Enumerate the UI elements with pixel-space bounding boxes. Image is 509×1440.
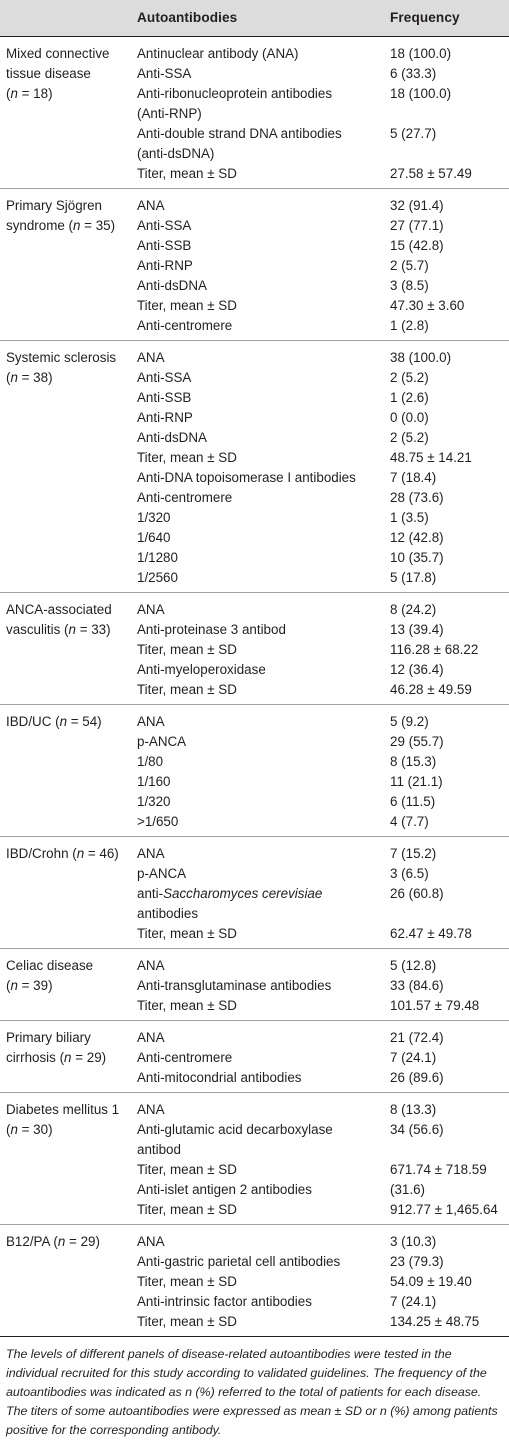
frequency-cell: 671.74 ± 718.59 xyxy=(390,1162,487,1177)
disease-group xyxy=(0,1021,509,1093)
table-row xyxy=(0,732,509,752)
autoantibody-cell: Anti-centromere xyxy=(137,490,233,505)
frequency-cell: 48.75 ± 14.21 xyxy=(390,450,472,465)
table-row xyxy=(0,1272,509,1292)
table-row xyxy=(0,276,509,296)
autoantibody-cell: 1/1280 xyxy=(137,550,178,565)
table-row xyxy=(0,104,509,124)
frequency-cell xyxy=(390,1140,509,1160)
autoantibody-cell: Anti-glutamic acid decarboxylase xyxy=(137,1122,333,1137)
header-autoantibodies: Autoantibodies xyxy=(137,10,238,25)
frequency-cell: 62.47 ± 49.78 xyxy=(390,926,472,941)
table-row xyxy=(0,640,509,660)
frequency-cell: (31.6) xyxy=(390,1182,425,1197)
frequency-cell: 29 (55.7) xyxy=(390,734,444,749)
disease-name-line: Diabetes mellitus 1 xyxy=(6,1102,120,1117)
autoantibody-cell: Anti-centromere xyxy=(137,1050,233,1065)
table-row xyxy=(0,1180,509,1200)
disease-name xyxy=(6,1232,132,1252)
frequency-cell: 5 (9.2) xyxy=(390,714,429,729)
table-row xyxy=(0,1252,509,1272)
table-row xyxy=(0,388,509,408)
frequency-cell: 11 (21.1) xyxy=(390,774,443,789)
autoantibody-cell: Titer, mean ± SD xyxy=(137,166,237,181)
table-row xyxy=(0,1312,509,1332)
disease-name-line: Systemic sclerosis xyxy=(6,350,117,365)
autoantibody-cell: Titer, mean ± SD xyxy=(137,1314,237,1329)
frequency-cell: 5 (17.8) xyxy=(390,570,437,585)
frequency-cell: 12 (42.8) xyxy=(390,530,444,545)
frequency-cell: 3 (10.3) xyxy=(390,1234,437,1249)
autoantibody-cell: Anti-RNP xyxy=(137,410,193,425)
table-row xyxy=(0,864,509,884)
frequency-cell: 28 (73.6) xyxy=(390,490,444,505)
autoantibody-cell: ANA xyxy=(137,1234,165,1249)
frequency-cell: 7 (24.1) xyxy=(390,1294,437,1309)
disease-name xyxy=(6,1100,132,1140)
frequency-cell: 7 (24.1) xyxy=(390,1050,437,1065)
frequency-cell: 10 (35.7) xyxy=(390,550,444,565)
autoantibody-cell: 1/640 xyxy=(137,530,171,545)
disease-group xyxy=(0,705,509,837)
frequency-cell: 23 (79.3) xyxy=(390,1254,444,1269)
disease-name-line: tissue disease xyxy=(6,66,91,81)
autoantibody-cell: ANA xyxy=(137,602,165,617)
table-row xyxy=(0,164,509,184)
disease-name-line: ANCA-associated xyxy=(6,602,112,617)
autoantibody-cell: Titer, mean ± SD xyxy=(137,1274,237,1289)
disease-name-line: IBD/UC (n = 54) xyxy=(6,714,102,729)
table-row xyxy=(0,996,509,1016)
frequency-cell: 0 (0.0) xyxy=(390,410,429,425)
table-header xyxy=(0,0,509,37)
autoantibody-cell: Anti-SSB xyxy=(137,390,192,405)
autoantibody-cell: Anti-SSA xyxy=(137,66,192,81)
table-row xyxy=(0,296,509,316)
autoantibody-cell: ANA xyxy=(137,846,165,861)
frequency-cell: 1 (2.6) xyxy=(390,390,429,405)
table-row xyxy=(0,448,509,468)
disease-group xyxy=(0,37,509,189)
table-row xyxy=(0,792,509,812)
disease-name-line: syndrome (n = 35) xyxy=(6,218,116,233)
frequency-cell: 21 (72.4) xyxy=(390,1030,444,1045)
frequency-cell: 1 (2.8) xyxy=(390,318,429,333)
autoantibody-cell: Anti-RNP xyxy=(137,258,193,273)
autoantibody-cell: ANA xyxy=(137,714,165,729)
frequency-cell: 7 (15.2) xyxy=(390,846,437,861)
disease-name-line: cirrhosis (n = 29) xyxy=(6,1050,107,1065)
autoantibody-cell: 1/80 xyxy=(137,754,164,769)
disease-name xyxy=(6,196,132,236)
autoantibody-cell: Anti-mitocondrial antibodies xyxy=(137,1070,302,1085)
disease-group xyxy=(0,1093,509,1225)
table-row xyxy=(0,752,509,772)
autoantibody-cell: 1/2560 xyxy=(137,570,178,585)
autoantibody-cell: Titer, mean ± SD xyxy=(137,642,237,657)
frequency-cell: 12 (36.4) xyxy=(390,662,444,677)
autoantibody-cell: Anti-islet antigen 2 antibodies xyxy=(137,1182,312,1197)
autoantibody-cell: 1/320 xyxy=(137,794,171,809)
autoantibody-cell: Anti-gastric parietal cell antibodies xyxy=(137,1254,341,1269)
autoantibody-cell: Titer, mean ± SD xyxy=(137,998,237,1013)
autoantibody-cell: p-ANCA xyxy=(137,734,187,749)
disease-name-line: (n = 30) xyxy=(6,1122,53,1137)
table-row xyxy=(0,1160,509,1180)
disease-group xyxy=(0,189,509,341)
frequency-cell: 3 (8.5) xyxy=(390,278,429,293)
autoantibody-cell: p-ANCA xyxy=(137,866,187,881)
frequency-cell: 6 (33.3) xyxy=(390,66,437,81)
table-row xyxy=(0,1140,509,1160)
table-row xyxy=(0,508,509,528)
frequency-cell: 1 (3.5) xyxy=(390,510,429,525)
table-row xyxy=(0,488,509,508)
autoantibody-cell: ANA xyxy=(137,198,165,213)
table-row xyxy=(0,812,509,832)
frequency-cell: 8 (13.3) xyxy=(390,1102,437,1117)
frequency-cell: 7 (18.4) xyxy=(390,470,437,485)
autoantibody-cell: Anti-myeloperoxidase xyxy=(137,662,266,677)
frequency-cell: 27.58 ± 57.49 xyxy=(390,166,472,181)
frequency-cell: 5 (12.8) xyxy=(390,958,437,973)
table-body xyxy=(0,37,509,1337)
disease-name-line: (n = 18) xyxy=(6,86,53,101)
frequency-cell: 26 (89.6) xyxy=(390,1070,444,1085)
frequency-cell: 15 (42.8) xyxy=(390,238,444,253)
frequency-cell xyxy=(390,904,509,924)
frequency-cell: 26 (60.8) xyxy=(390,886,444,901)
table-row xyxy=(0,316,509,336)
autoantibody-cell: ANA xyxy=(137,350,165,365)
disease-name-line: (n = 39) xyxy=(6,978,53,993)
autoantibody-cell: antibodies xyxy=(137,906,199,921)
frequency-cell: 3 (6.5) xyxy=(390,866,429,881)
disease-name xyxy=(6,844,132,864)
frequency-cell xyxy=(390,104,509,124)
table-row xyxy=(0,904,509,924)
autoantibody-cell: 1/320 xyxy=(137,510,171,525)
disease-name-line: vasculitis (n = 33) xyxy=(6,622,111,637)
table-row xyxy=(0,660,509,680)
disease-name-line: IBD/Crohn (n = 46) xyxy=(6,846,119,861)
autoantibody-cell: anti-Saccharomyces cerevisiae xyxy=(137,886,323,901)
autoantibody-cell: Titer, mean ± SD xyxy=(137,1162,237,1177)
disease-group xyxy=(0,949,509,1021)
disease-name-line: B12/PA (n = 29) xyxy=(6,1234,100,1249)
autoantibody-cell: 1/160 xyxy=(137,774,171,789)
table-row xyxy=(0,528,509,548)
disease-name xyxy=(6,712,132,732)
frequency-cell: 38 (100.0) xyxy=(390,350,452,365)
table-row xyxy=(0,256,509,276)
autoantibody-cell: Titer, mean ± SD xyxy=(137,298,237,313)
autoantibody-cell: ANA xyxy=(137,1030,165,1045)
table-row xyxy=(0,124,509,144)
autoantibody-cell: (Anti-RNP) xyxy=(137,106,202,121)
frequency-cell xyxy=(390,144,509,164)
frequency-cell: 2 (5.7) xyxy=(390,258,429,273)
frequency-cell: 2 (5.2) xyxy=(390,370,429,385)
disease-name-line: Primary Sjögren xyxy=(6,198,102,213)
frequency-cell: 54.09 ± 19.40 xyxy=(390,1274,472,1289)
disease-name xyxy=(6,44,132,104)
frequency-cell: 47.30 ± 3.60 xyxy=(390,298,465,313)
autoantibody-cell: Anti-centromere xyxy=(137,318,233,333)
table-row xyxy=(0,144,509,164)
disease-name-line: Celiac disease xyxy=(6,958,94,973)
disease-group xyxy=(0,593,509,705)
disease-name xyxy=(6,1028,132,1068)
autoantibody-cell: Titer, mean ± SD xyxy=(137,450,237,465)
table-footnote: The levels of different panels of disease-related autoantibodies were tested in the individual recruited for this study according to validated guidelines. The frequency of the autoantibodies was indicated as n (%) referred to the total of patients for each disease. The titers of some autoantibodies were expressed as mean ± SD or n (%) among patients positive for the corresponding antibody. xyxy=(6,1347,498,1437)
table-row xyxy=(0,772,509,792)
disease-group xyxy=(0,837,509,949)
table-row xyxy=(0,1068,509,1088)
frequency-cell: 46.28 ± 49.59 xyxy=(390,682,472,697)
disease-name-line: Primary biliary xyxy=(6,1030,91,1045)
autoantibody-cell: ANA xyxy=(137,1102,165,1117)
frequency-cell: 8 (24.2) xyxy=(390,602,437,617)
autoantibody-cell: Antinuclear antibody (ANA) xyxy=(137,46,299,61)
frequency-cell: 912.77 ± 1,465.64 xyxy=(390,1202,498,1217)
table-row xyxy=(0,680,509,700)
autoantibody-cell: Anti-SSA xyxy=(137,218,192,233)
frequency-cell: 6 (11.5) xyxy=(390,794,436,809)
frequency-cell: 8 (15.3) xyxy=(390,754,437,769)
table-row xyxy=(0,468,509,488)
frequency-cell: 18 (100.0) xyxy=(390,86,452,101)
table-row xyxy=(0,924,509,944)
autoantibody-cell: Anti-SSA xyxy=(137,370,192,385)
autoantibody-cell: Anti-dsDNA xyxy=(137,278,207,293)
disease-group xyxy=(0,341,509,593)
frequency-cell: 18 (100.0) xyxy=(390,46,452,61)
autoantibody-cell: Anti-DNA topoisomerase I antibodies xyxy=(137,470,356,485)
disease-name xyxy=(6,956,132,996)
frequency-cell: 116.28 ± 68.22 xyxy=(390,642,479,657)
autoantibody-cell: Anti-ribonucleoprotein antibodies xyxy=(137,86,333,101)
disease-group xyxy=(0,1225,509,1337)
disease-name xyxy=(6,600,132,640)
table-row xyxy=(0,568,509,588)
autoantibody-cell: ANA xyxy=(137,958,165,973)
frequency-cell: 134.25 ± 48.75 xyxy=(390,1314,480,1329)
frequency-cell: 32 (91.4) xyxy=(390,198,444,213)
frequency-cell: 33 (84.6) xyxy=(390,978,444,993)
autoantibody-cell: >1/650 xyxy=(137,814,179,829)
autoantibody-cell: antibod xyxy=(137,1142,181,1157)
autoantibody-cell: Anti-transglutaminase antibodies xyxy=(137,978,332,993)
table-row xyxy=(0,884,509,904)
autoantibody-cell: Anti-proteinase 3 antibod xyxy=(137,622,286,637)
disease-name xyxy=(6,348,132,388)
frequency-cell: 101.57 ± 79.48 xyxy=(390,998,480,1013)
table-row xyxy=(0,408,509,428)
autoantibody-cell: Anti-intrinsic factor antibodies xyxy=(137,1294,312,1309)
frequency-cell: 27 (77.1) xyxy=(390,218,444,233)
frequency-cell: 5 (27.7) xyxy=(390,126,437,141)
autoantibody-cell: Anti-double strand DNA antibodies xyxy=(137,126,342,141)
disease-name-line: Mixed connective xyxy=(6,46,110,61)
autoantibody-cell: Anti-SSB xyxy=(137,238,192,253)
autoantibody-cell: Titer, mean ± SD xyxy=(137,682,237,697)
autoantibody-cell: Titer, mean ± SD xyxy=(137,926,237,941)
frequency-cell: 4 (7.7) xyxy=(390,814,429,829)
header-frequency: Frequency xyxy=(390,10,460,25)
frequency-cell: 2 (5.2) xyxy=(390,430,429,445)
table-row xyxy=(0,548,509,568)
disease-name-line: (n = 38) xyxy=(6,370,53,385)
autoantibody-cell: Titer, mean ± SD xyxy=(137,1202,237,1217)
table-row xyxy=(0,236,509,256)
table-row xyxy=(0,1200,509,1220)
autoantibody-cell: (anti-dsDNA) xyxy=(137,146,215,161)
table-row xyxy=(0,1292,509,1312)
frequency-cell: 13 (39.4) xyxy=(390,622,444,637)
frequency-cell: 34 (56.6) xyxy=(390,1122,444,1137)
table-row xyxy=(0,428,509,448)
autoantibody-cell: Anti-dsDNA xyxy=(137,430,207,445)
